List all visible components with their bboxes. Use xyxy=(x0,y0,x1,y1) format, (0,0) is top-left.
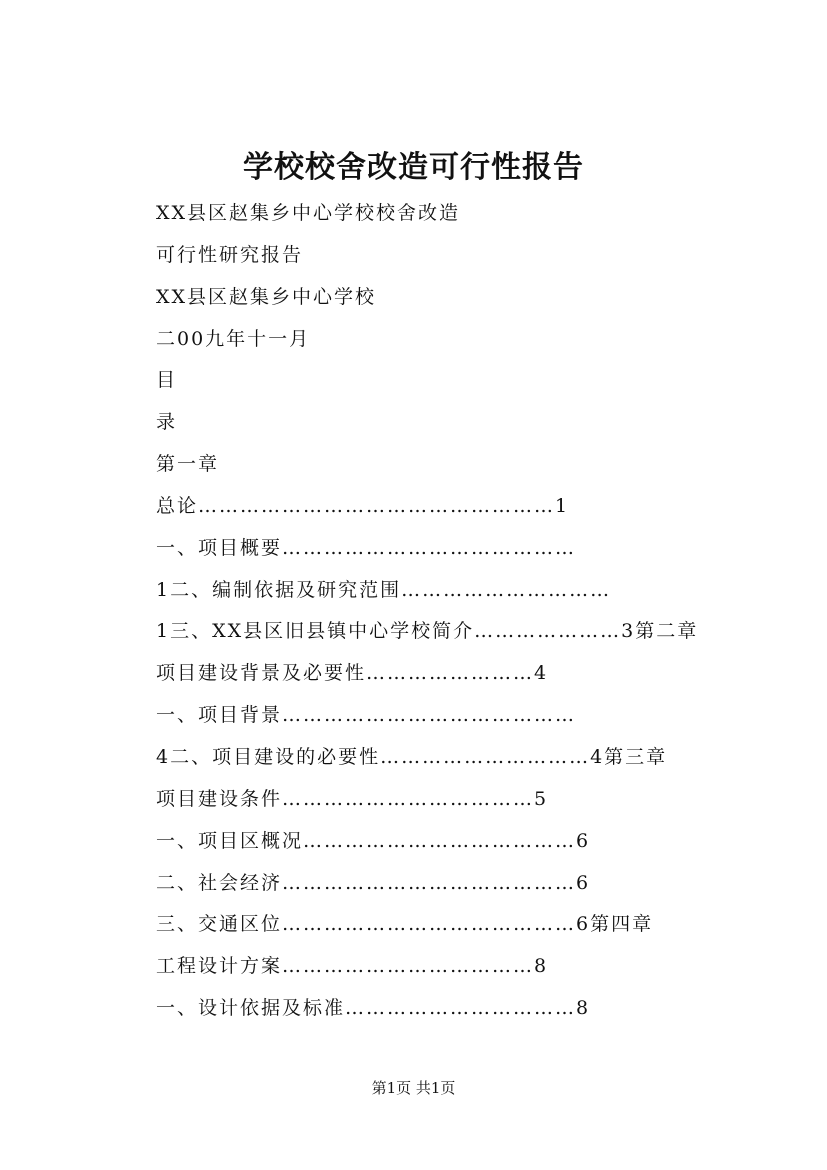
text-line: 录 xyxy=(156,411,178,434)
text-line: 可行性研究报告 xyxy=(156,243,304,266)
toc-entry: 三、交通区位……………………………………6第四章 xyxy=(156,913,654,936)
toc-entry: 1三、XX县区旧县镇中心学校简介…………………3第二章 xyxy=(156,620,699,643)
text-line: 目 xyxy=(156,369,178,392)
toc-entry: 项目建设背景及必要性……………………4 xyxy=(156,662,549,685)
toc-entry: 二、社会经济……………………………………6 xyxy=(156,871,591,894)
toc-entry: 工程设计方案………………………………8 xyxy=(156,955,549,978)
toc-entry: 一、项目概要…………………………………… xyxy=(156,536,577,559)
toc-entry: 第一章 xyxy=(156,453,220,476)
toc-entry: 总论……………………………………………1 xyxy=(156,494,570,517)
toc-entry: 1二、编制依据及研究范围………………………… xyxy=(156,578,612,601)
text-line: XX县区赵集乡中心学校 xyxy=(156,285,377,308)
toc-entry: 一、设计依据及标准……………………………8 xyxy=(156,997,591,1020)
document-body xyxy=(156,193,736,1030)
document-title: 学校校舍改造可行性报告 xyxy=(243,150,584,185)
toc-entry: 一、项目区概况…………………………………6 xyxy=(156,829,591,852)
page-footer: 第1页 共1页 xyxy=(371,1079,456,1097)
toc-entry: 4二、项目建设的必要性…………………………4第三章 xyxy=(156,745,668,768)
text-line: XX县区赵集乡中心学校校舍改造 xyxy=(156,202,461,224)
toc-entry: 项目建设条件………………………………5 xyxy=(156,787,549,810)
text-line: 二00九年十一月 xyxy=(156,327,311,350)
toc-entry: 一、项目背景…………………………………… xyxy=(156,704,577,727)
